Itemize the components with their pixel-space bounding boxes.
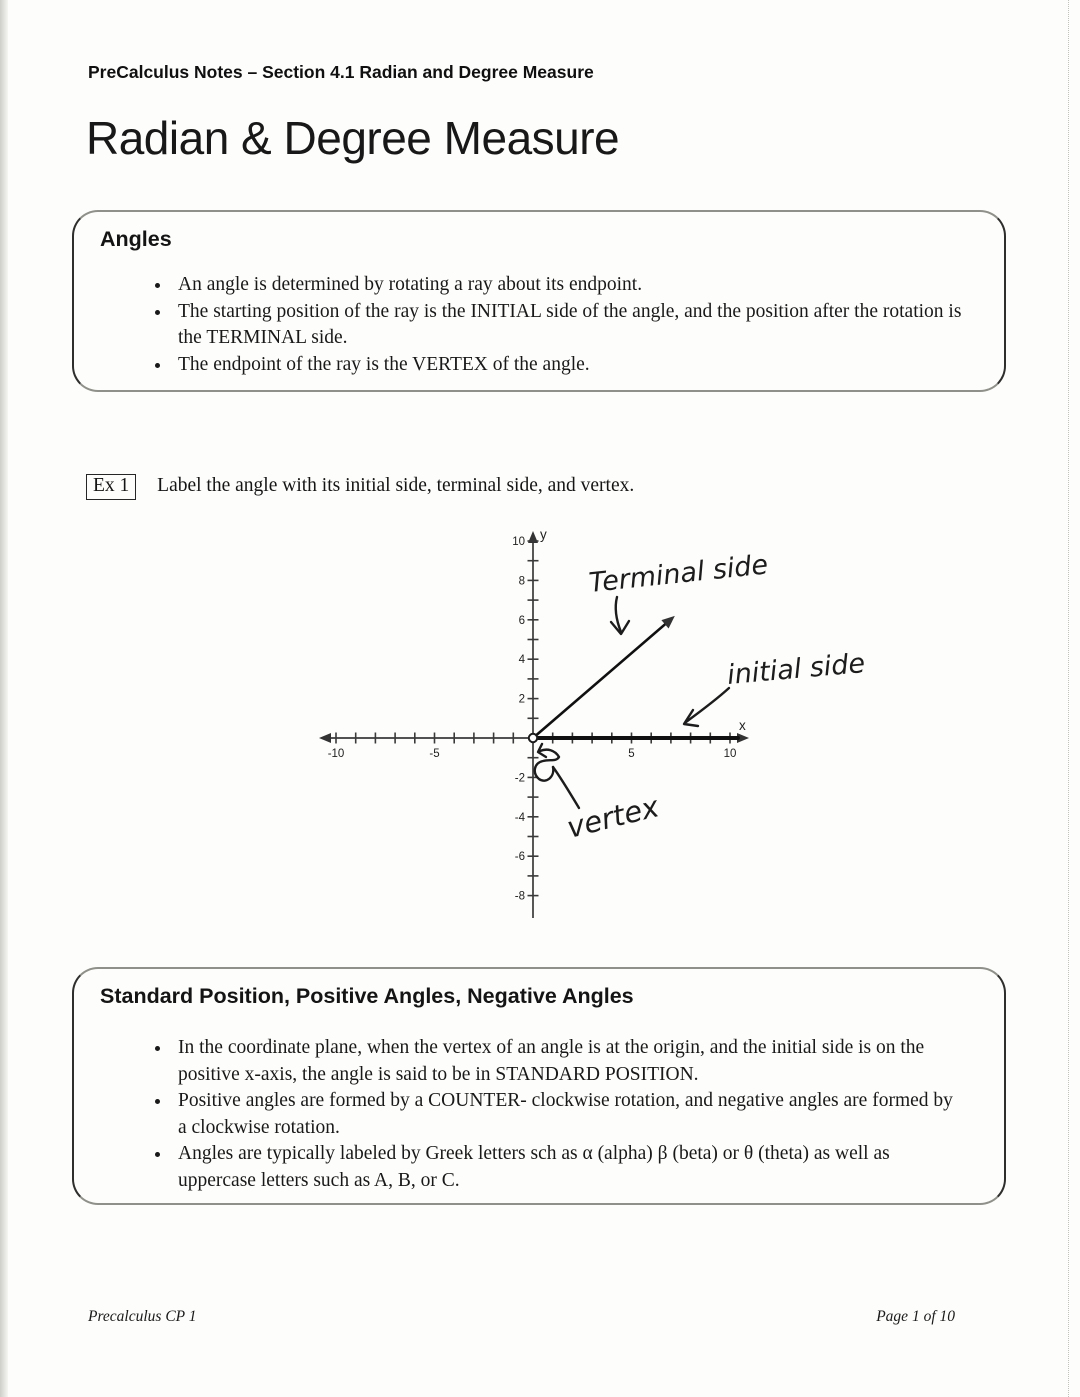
example-1-row — [86, 474, 634, 500]
handwritten-annotations — [535, 549, 866, 844]
standard-position-bullet-list — [100, 1035, 962, 1195]
example-1-prompt: Label the angle with its initial side, terminal side, and vertex. — [157, 475, 635, 496]
standard-position-section — [72, 967, 1006, 1205]
coordinate-plane-figure — [300, 520, 890, 930]
y-tick-label: -6 — [514, 851, 525, 864]
initial-side-annotation: initial side — [725, 648, 867, 691]
y-tick-label: 6 — [518, 614, 525, 627]
x-axis-left-arrow-icon — [319, 733, 331, 743]
vertex-annotation: vertex — [563, 789, 663, 845]
y-axis-tick-labels — [512, 536, 525, 903]
x-tick-label: -10 — [327, 748, 345, 760]
terminal-annotation-arrow — [616, 597, 621, 632]
y-tick-label: 8 — [518, 575, 525, 588]
document-header: PreCalculus Notes – Section 4.1 Radian and Degree Measure — [88, 62, 594, 82]
angles-section-title: Angles — [100, 227, 172, 251]
y-tick-label: 10 — [512, 536, 525, 548]
x-tick-label: 10 — [723, 748, 737, 760]
y-tick-label: -2 — [514, 772, 525, 785]
y-tick-label: 4 — [518, 654, 525, 667]
scan-edge-left — [0, 0, 8, 1397]
footer-course: Precalculus CP 1 — [88, 1308, 197, 1325]
standard-bullet-2: • Positive angles are formed by a COUNTER- clockwise rotation, and negative angles are formed by a clockwise rotation. — [172, 1088, 962, 1141]
y-tick-label: -4 — [514, 811, 525, 824]
example-1-label: Ex 1 — [86, 474, 136, 500]
terminal-side-ray — [533, 620, 670, 738]
scan-edge-right — [1068, 0, 1069, 1397]
vertex-point — [529, 734, 537, 742]
standard-position-section-title: Standard Position, Positive Angles, Negative Angles — [100, 984, 634, 1008]
footer-page-number: Page 1 of 10 — [876, 1308, 955, 1325]
angles-bullet-1: • An angle is determined by rotating a ray about its endpoint. — [172, 272, 962, 299]
angles-bullet-list — [100, 272, 962, 378]
x-tick-label: -5 — [429, 748, 440, 760]
angles-section — [72, 210, 1006, 392]
page-title: Radian & Degree Measure — [86, 112, 620, 164]
x-tick-label: 5 — [628, 748, 635, 760]
initial-annotation-arrow — [686, 688, 729, 722]
vertex-annotation-tail — [553, 767, 579, 808]
x-axis-letter: x — [739, 718, 746, 733]
standard-bullet-3: • Angles are typically labeled by Greek letters sch as α (alpha) β (beta) or θ (theta) as well as uppercase letters such as A, B, or C. — [172, 1141, 962, 1194]
y-tick-label: -8 — [514, 890, 525, 903]
vertex-annotation-loop — [535, 750, 559, 781]
standard-bullet-1: • In the coordinate plane, when the vertex of an angle is at the origin, and the initial side is on the positive x-axis, the angle is said to be in STANDARD POSITION. — [172, 1035, 962, 1088]
terminal-side-annotation: Terminal side — [587, 549, 770, 599]
angles-bullet-2: • The starting position of the ray is the INITIAL side of the angle, and the position after the rotation is the TERMINAL side. — [172, 299, 962, 352]
y-axis-letter: y — [540, 527, 547, 542]
angles-bullet-3: • The endpoint of the ray is the VERTEX of the angle. — [172, 352, 962, 379]
y-tick-label: 2 — [518, 693, 525, 706]
